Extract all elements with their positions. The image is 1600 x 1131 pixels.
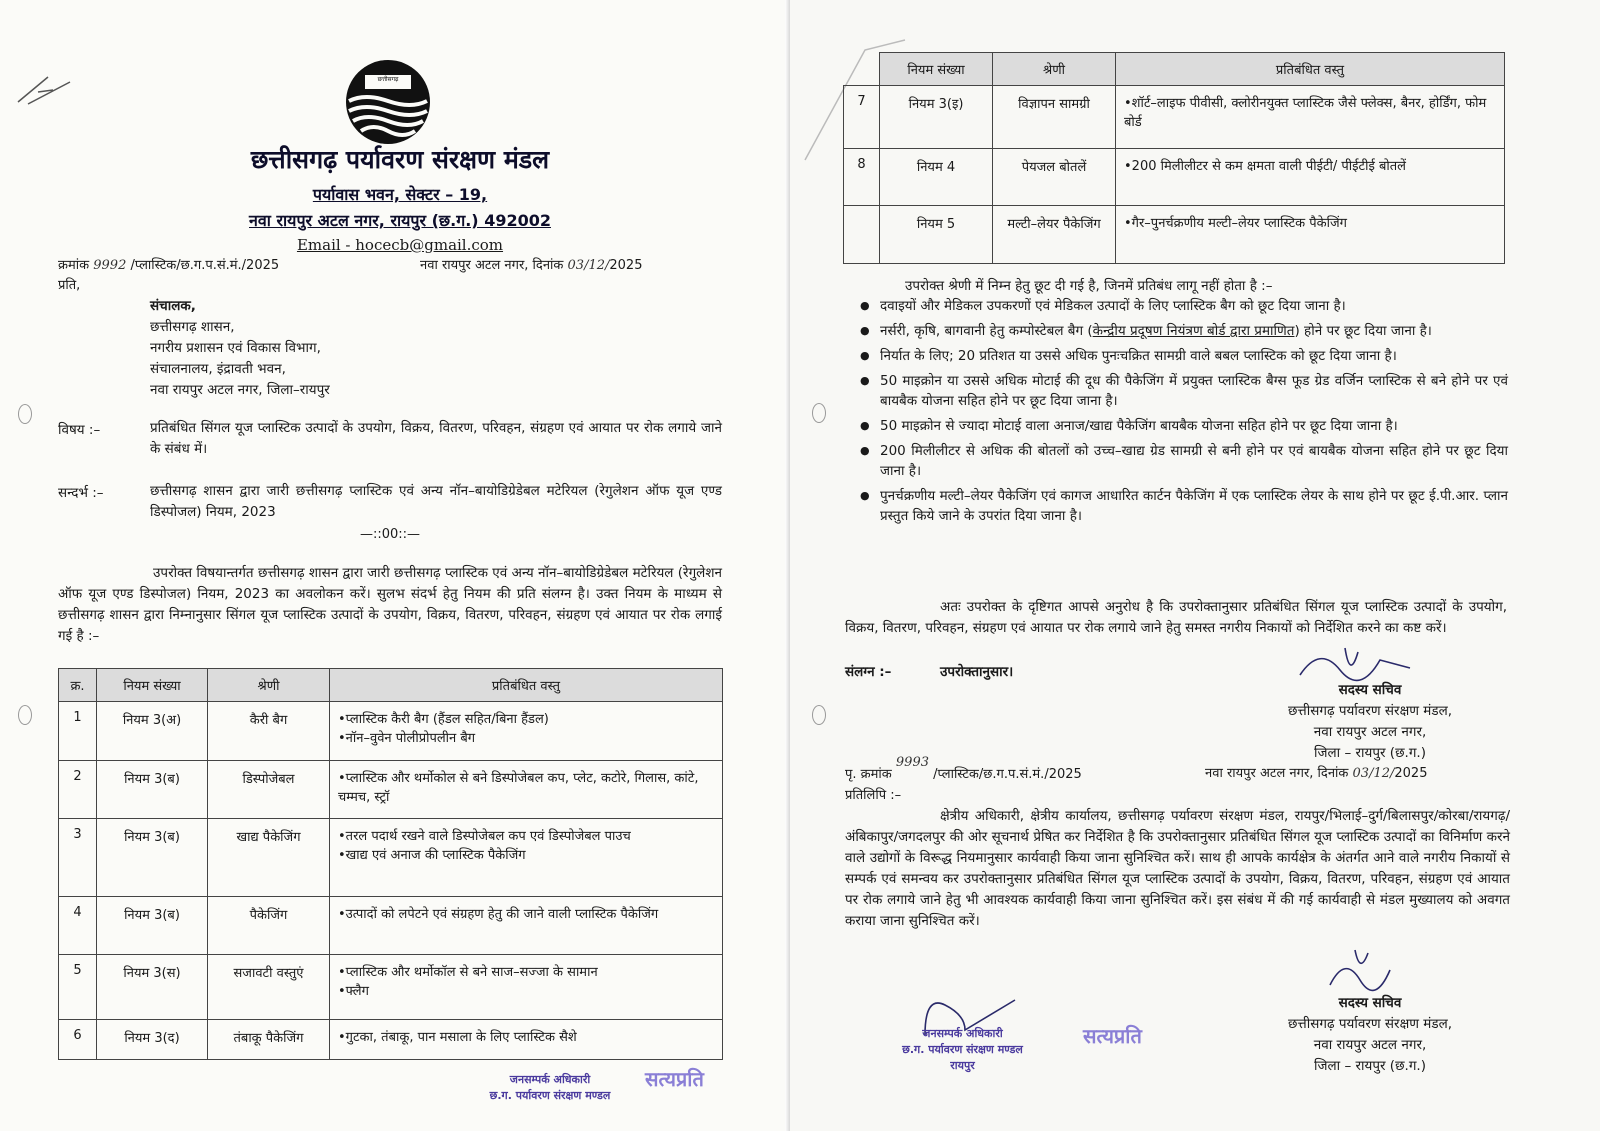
- recipient-line5: नवा रायपुर अटल नगर, जिला–रायपुर: [150, 382, 330, 398]
- exemption-item: ● दवाइयों और मेडिकल उपकरणों एवं मेडिकल उत्पादों के लिए प्लास्टिक बैग को छूट दिया जाना है।: [860, 296, 1508, 316]
- cell-sn: 1: [59, 702, 97, 761]
- cell-rule: नियम 5: [880, 206, 993, 264]
- cell-sn: 6: [59, 1020, 97, 1060]
- table-row: [59, 897, 723, 955]
- recipient-line1: संचालक,: [150, 298, 196, 314]
- cell-items: [1116, 149, 1505, 206]
- cell-category: सजावटी वस्तुएं: [208, 955, 330, 1020]
- cell-sn: 7: [844, 86, 880, 149]
- cell-rule: नियम 4: [880, 149, 993, 206]
- signatory-line: नवा रायपुर अटल नगर,: [1313, 724, 1427, 740]
- stamp-line: जनसम्पर्क अधिकारी: [509, 1073, 591, 1086]
- cell-items: [330, 761, 723, 819]
- cell-rule: नियम 3(ब): [97, 819, 208, 897]
- signatory-line: छत्तीसगढ़ पर्यावरण संरक्षण मंडल,: [1287, 1016, 1453, 1032]
- cell-category: डिस्पोजेबल: [208, 761, 330, 819]
- exemption-text: नर्सरी, कृषि, बागवानी हेतु कम्पोस्टेबल बैग (: [880, 323, 1093, 339]
- org-logo-icon: [345, 57, 431, 147]
- org-email: Email - hocecb@gmail.com: [296, 236, 504, 254]
- cell-rule: नियम 3(ब): [97, 897, 208, 955]
- stamp-line: रायपुर: [950, 1059, 975, 1072]
- banned-item: • प्लास्टिक कैरी बैग (हैंडल सहित/बिना हैंडल): [338, 710, 716, 729]
- th-rule: नियम संख्या: [97, 669, 208, 702]
- copy-date-prefix: नवा रायपुर अटल नगर, दिनांक: [1205, 766, 1349, 781]
- cell-sn: 8: [844, 149, 880, 206]
- banned-item: • खाद्य एवं अनाज की प्लास्टिक पैकेजिंग: [338, 846, 716, 865]
- cell-category: तंबाकू पैकेजिंग: [208, 1020, 330, 1060]
- table-row: [844, 149, 1505, 206]
- signature-block-1: [1250, 680, 1490, 764]
- table-row: [59, 955, 723, 1020]
- exemption-item: ● 50 माइक्रोन से ज्यादा मोटाई वाला अनाज/खाद्य पैकेजिंग बायबैक योजना सहित होने पर छूट दिया जाना है।: [860, 416, 1508, 436]
- copy-ref-line: [845, 755, 1175, 784]
- body-paragraph: उपरोक्त विषयान्तर्गत छत्तीसगढ़ शासन द्वारा जारी छत्तीसगढ़ प्लास्टिक एवं अन्य नॉन–बायोडिग्रेडेबल मटेरियल (रेगुलेशन ऑफ यूज एण्ड डिस्पोजल) नियम, 2023 का अवलोकन करें। सुलभ संदर्भ हेतु नियम की प्रति संलग्न है। उक्त नियम के माध्यम से छत्तीसगढ़ शासन द्वारा निम्नानुसार सिंगल यूज प्लास्टिक उत्पादों के उपयोग, विक्रय, वितरण, परिवहन, संग्रहण एवं आयात पर रोक लगाई गई है :–: [58, 565, 722, 644]
- copy-paragraph: क्षेत्रीय अधिकारी, क्षेत्रीय कार्यालय, छत्तीसगढ़ पर्यावरण संरक्षण मंडल, रायपुर/भिलाई–दुर्ग/बिलासपुर/कोरबा/रायगढ़/अंबिकापुर/जगदलपुर की ओर सूचनार्थ प्रेषित कर निर्देशित है कि उपरोक्तानुसार प्रतिबंधित सिंगल यूज प्लास्टिक उत्पादों का विनिर्माण करने वाले उद्योगों के विरूद्ध नियमानुसार कार्यवाही किया जाना सुनिश्चित करें। साथ ही आपके कार्यक्षेत्र के अंतर्गत आने वाले नगरीय निकायों से सम्पर्क एवं समन्वय कर उपरोक्तानुसार प्रतिबंधित सिंगल यूज प्लास्टिक उत्पादों के उपयोग, विक्रय, वितरण, परिवहन, संग्रहण एवं आयात पर रोक लगाये जाने हेतु भी आवश्यक कार्यवाही किया जाना सुनिश्चित करें। इस संबंध में की गई कार्यवाही से मंडल मुख्यालय को अवगत कराया जाना सुनिश्चित करें।: [845, 808, 1510, 929]
- copy-ref-suffix: /प्लास्टिक/छ.ग.प.सं.मं./2025: [933, 767, 1082, 782]
- subject-label: विषय :–: [58, 422, 101, 438]
- cell-sn: 2: [59, 761, 97, 819]
- true-copy-stamp: सत्यप्रति: [1083, 1024, 1142, 1048]
- banned-item: • तरल पदार्थ रखने वाले डिस्पोजेबल कप एवं डिस्पोजेबल पाउच: [338, 827, 716, 846]
- exemption-item: ● 200 मिलीलीटर से अधिक की बोतलों को उच्च–खाद्य ग्रेड सामग्री से बनी होने पर एवं बायबैक योजना सहित होने पर छूट दिया जाना है।: [860, 441, 1508, 481]
- copy-date-value: 03/12/: [1352, 766, 1395, 781]
- copy-ref-prefix: पृ. क्रमांक: [845, 767, 892, 782]
- table-row: [59, 1020, 723, 1060]
- enclosure-label: संलग्न :–: [845, 664, 892, 680]
- ref-number: 9992: [93, 258, 127, 273]
- banned-item: • उत्पादों को लपेटने एवं संग्रहण हेतु की जाने वाली प्लास्टिक पैकेजिंग: [338, 905, 716, 924]
- copy-date-line: [1205, 764, 1505, 783]
- ref-suffix: /प्लास्टिक/छ.ग.प.सं.मं./2025: [130, 258, 280, 273]
- copy-date-year: 2025: [1394, 766, 1428, 781]
- true-copy-stamp: सत्यप्रति: [645, 1067, 704, 1091]
- cell-items: [330, 702, 723, 761]
- ref-line: [58, 256, 388, 275]
- cell-sn: 5: [59, 955, 97, 1020]
- exemption-item: ● पुनर्चक्रणीय मल्टी–लेयर पैकेजिंग एवं कागज आधारित कार्टन पैकेजिंग में एक प्लास्टिक लेयर के साथ होने पर छूट ई.पी.आर. प्लान प्रस्तुत किये जाने के उपरांत दिया जाना है।: [860, 486, 1508, 526]
- signature-mark: [1320, 945, 1400, 995]
- stamp-line: जनसम्पर्क अधिकारी: [922, 1027, 1003, 1040]
- date-prefix: नवा रायपुर अटल नगर, दिनांक: [420, 258, 564, 273]
- cpcb-certified-text: केन्द्रीय प्रदूषण नियंत्रण बोर्ड द्वारा प्रमाणित: [1092, 323, 1295, 339]
- table-header-row: [59, 669, 723, 702]
- date-line: [420, 256, 720, 275]
- signature-block-2: [1250, 993, 1490, 1077]
- cell-rule: नियम 3(ब): [97, 761, 208, 819]
- banned-item: • प्लास्टिक और थर्मोकॉल से बने साज–सज्जा के सामान: [338, 963, 716, 982]
- separator: —::00::—: [359, 527, 421, 542]
- cell-sn: 3: [59, 819, 97, 897]
- recipient-block: [150, 296, 550, 401]
- table-row: [844, 86, 1505, 149]
- banned-item: • शॉर्ट–लाइफ पीवीसी, क्लोरीनयुक्त प्लास्टिक जैसे फ्लेक्स, बैनर, होर्डिंग, फोम बोर्ड: [1124, 94, 1498, 132]
- banned-item: • फ्लैग: [338, 982, 716, 1001]
- cell-items: [1116, 206, 1505, 264]
- th-items: प्रतिबंधित वस्तु: [330, 669, 723, 702]
- exemptions-list: [860, 296, 1508, 531]
- exemption-item: [860, 321, 1508, 341]
- cell-rule: नियम 3(द): [97, 1020, 208, 1060]
- punch-hole: [812, 705, 826, 725]
- signatory-title: सदस्य सचिव: [1338, 995, 1402, 1011]
- signatory-line: जिला – रायपुर (छ.ग.): [1313, 1058, 1426, 1074]
- request-paragraph: अतः उपरोक्त के दृष्टिगत आपसे अनुरोध है कि उपरोक्तानुसार प्रतिबंधित सिंगल यूज प्लास्टिक उत्पादों के उपयोग, विक्रय, वितरण, परिवहन, संग्रहण एवं आयात पर रोक लगाये जाने हेतु समस्त नगरीय निकायों को निर्देशित करने का कष्ट करें।: [845, 599, 1507, 636]
- cell-category: पैकेजिंग: [208, 897, 330, 955]
- punch-hole: [18, 404, 32, 424]
- cell-sn: [844, 206, 880, 264]
- banned-item: • गुटका, तंबाकू, पान मसाला के लिए प्लास्टिक सैशे: [338, 1028, 716, 1047]
- cell-items: [330, 1020, 723, 1060]
- banned-item: • 200 मिलीलीटर से कम क्षमता वाली पीईटी/ पीईटीई बोतलें: [1124, 157, 1498, 176]
- cell-items: [330, 897, 723, 955]
- signatory-line: नवा रायपुर अटल नगर,: [1313, 1037, 1427, 1053]
- org-name: छत्तीसगढ़ पर्यावरण संरक्षण मंडल: [250, 145, 550, 174]
- cell-items: [1116, 86, 1505, 149]
- cell-rule: नियम 3(इ): [880, 86, 993, 149]
- cell-rule: नियम 3(अ): [97, 702, 208, 761]
- cell-sn: 4: [59, 897, 97, 955]
- corner-mark: [8, 62, 78, 107]
- table-row: [844, 206, 1505, 264]
- banned-items-table: [58, 668, 723, 1060]
- th-rule: नियम संख्या: [880, 53, 993, 86]
- page-left: [0, 0, 790, 1131]
- th-items: प्रतिबंधित वस्तु: [1116, 53, 1505, 86]
- signatory-title: सदस्य सचिव: [1338, 682, 1402, 698]
- banned-items-table-continued: [843, 52, 1505, 264]
- date-year: 2025: [609, 258, 643, 273]
- date-value: 03/12/: [567, 258, 610, 273]
- banned-item: • नॉन–वुवेन पोलीप्रोपलीन बैग: [338, 729, 716, 748]
- pro-stamp: [460, 1072, 640, 1104]
- th-sn: क्र.: [59, 669, 97, 702]
- table-row: [59, 819, 723, 897]
- exemption-item: ● 50 माइक्रोन या उससे अधिक मोटाई की दूध की पैकेजिंग में प्रयुक्त प्लास्टिक बैग्स फूड ग्रेड वर्जिन प्लास्टिक से बने होने पर एवं बायबैक योजना सहित होने पर छूट दिया जाना है।: [860, 371, 1508, 411]
- table-header-row: [844, 53, 1505, 86]
- cell-items: [330, 819, 723, 897]
- banned-item: • गैर–पुनर्चक्रणीय मल्टी–लेयर प्लास्टिक पैकेजिंग: [1124, 214, 1498, 233]
- logo-text: छत्तीसगढ़: [377, 76, 399, 83]
- ref-prefix: क्रमांक: [58, 258, 90, 273]
- th-category: श्रेणी: [208, 669, 330, 702]
- table-row: [59, 702, 723, 761]
- stamp-line: छ.ग. पर्यावरण संरक्षण मण्डल: [902, 1043, 1023, 1056]
- cell-category: विज्ञापन सामग्री: [993, 86, 1116, 149]
- signatory-line: छत्तीसगढ़ पर्यावरण संरक्षण मंडल,: [1287, 703, 1453, 719]
- cell-category: मल्टी–लेयर पैकेजिंग: [993, 206, 1116, 264]
- th-category: श्रेणी: [993, 53, 1116, 86]
- copy-ref-number: 9993: [895, 755, 929, 770]
- exemptions-intro: उपरोक्त श्रेणी में निम्न हेतु छूट दी गई है, जिनमें प्रतिबंध लागू नहीं होता है :–: [905, 278, 1273, 294]
- banned-item: • प्लास्टिक और थर्मोकोल से बने डिस्पोजेबल कप, प्लेट, कटोरे, गिलास, कांटे, चम्मच, स्ट्रॉ: [338, 769, 716, 807]
- reference-text: छत्तीसगढ़ शासन द्वारा जारी छत्तीसगढ़ प्लास्टिक एवं अन्य नॉन–बायोडिग्रेडेबल मटेरियल (रेगुलेशन ऑफ यूज एण्ड डिस्पोजल) नियम, 2023: [150, 483, 722, 520]
- signatory-line: जिला – रायपुर (छ.ग.): [1313, 745, 1426, 761]
- punch-hole: [18, 705, 32, 725]
- punch-hole: [812, 403, 826, 423]
- cell-items: [330, 955, 723, 1020]
- to-label: प्रति,: [58, 278, 81, 293]
- enclosure-text: उपरोक्तानुसार।: [940, 664, 1014, 680]
- exemption-text: ) होने पर छूट दिया जाना है।: [1294, 323, 1432, 339]
- cell-category: खाद्य पैकेजिंग: [208, 819, 330, 897]
- copy-label: प्रतिलिपि :–: [845, 788, 902, 803]
- subject-text: प्रतिबंधित सिंगल यूज प्लास्टिक उत्पादों के उपयोग, विक्रय, वितरण, परिवहन, संग्रहण एवं आयात पर रोक लगाये जाने के संबंध में।: [150, 420, 722, 457]
- th-sn-blank: [844, 53, 880, 86]
- recipient-line2: छत्तीसगढ़ शासन,: [150, 319, 235, 335]
- reference-label: सन्दर्भ :–: [58, 485, 104, 501]
- cell-category: पेयजल बोतलें: [993, 149, 1116, 206]
- recipient-line4: संचालनालय, इंद्रावती भवन,: [150, 361, 286, 377]
- recipient-line3: नगरीय प्रशासन एवं विकास विभाग,: [150, 340, 321, 356]
- stamp-line: छ.ग. पर्यावरण संरक्षण मण्डल: [489, 1089, 611, 1102]
- table-row: [59, 761, 723, 819]
- address-line2: नवा रायपुर अटल नगर, रायपुर (छ.ग.) 492002: [249, 211, 551, 230]
- pro-stamp: [870, 1026, 1055, 1074]
- exemption-item: ● निर्यात के लिए; 20 प्रतिशत या उससे अधिक पुनःचक्रित सामग्री वाले बबल प्लास्टिक को छूट दिया जाना है।: [860, 346, 1508, 366]
- cell-rule: नियम 3(स): [97, 955, 208, 1020]
- address-line1: पर्यावास भवन, सेक्टर – 19,: [312, 185, 488, 204]
- cell-category: कैरी बैग: [208, 702, 330, 761]
